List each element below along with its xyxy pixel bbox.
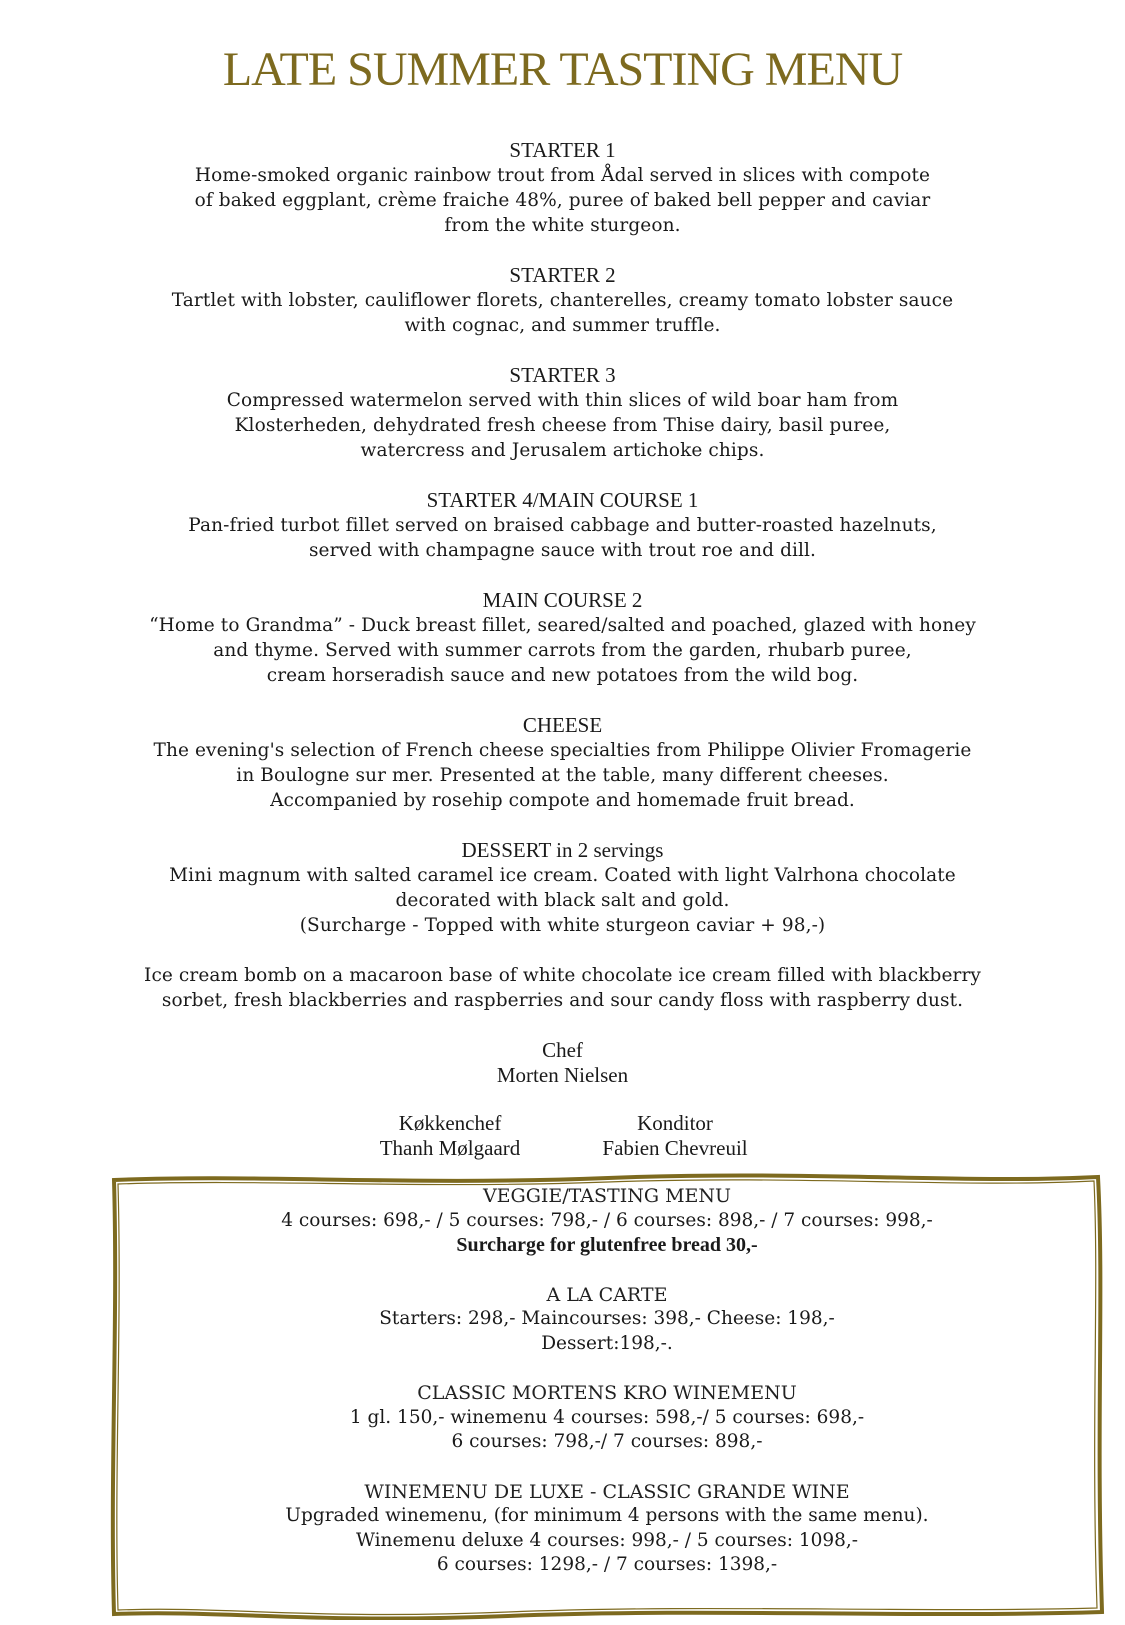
- course-heading: MAIN COURSE 2: [482, 588, 643, 612]
- course-description: Compressed watermelon served with thin slices of wild boar ham from: [226, 390, 899, 411]
- course-description: watercress and Jerusalem artichoke chips.: [360, 440, 765, 461]
- price-heading-alacarte: A LA CARTE: [546, 1283, 668, 1306]
- price-line: Winemenu deluxe 4 courses: 998,- / 5 courses: 1098,-: [355, 1529, 859, 1551]
- course-heading: CHEESE: [522, 713, 603, 737]
- course-heading: STARTER 1: [509, 138, 616, 162]
- chef-name: Morten Nielsen: [496, 1063, 629, 1087]
- course-cheese: [0, 713, 1125, 813]
- menu-title: LATE SUMMER TASTING MENU: [222, 43, 903, 96]
- price-content: [108, 1184, 1106, 1578]
- price-line: 4 courses: 698,- / 5 courses: 798,- / 6 courses: 898,- / 7 courses: 998,-: [281, 1209, 933, 1231]
- dessert-description: decorated with black salt and gold.: [395, 890, 730, 911]
- course-heading: STARTER 3: [509, 363, 616, 387]
- chef-signature: [0, 1038, 1125, 1161]
- staff-kitchen-chef: [368, 1111, 533, 1161]
- course-starter-3: [0, 363, 1125, 463]
- course-description: cream horseradish sauce and new potatoes from the wild bog.: [266, 665, 859, 686]
- course-description: of baked eggplant, crème fraiche 48%, puree of baked bell pepper and caviar: [194, 190, 931, 211]
- dessert-description: Mini magnum with salted caramel ice cream. Coated with light Valrhona chocolate: [169, 865, 956, 886]
- price-heading-veggie: VEGGIE/TASTING MENU: [482, 1185, 732, 1207]
- staff-pastry-chef: [593, 1111, 758, 1161]
- dessert-description: Ice cream bomb on a macaroon base of white chocolate ice cream filled with blackberry: [144, 965, 981, 986]
- glutenfree-surcharge: Surcharge for glutenfree bread 30,-: [456, 1234, 758, 1256]
- price-line: 6 courses: 798,-/ 7 courses: 898,-: [451, 1431, 763, 1452]
- course-description: Pan-fried turbot fillet served on braised cabbage and butter-roasted hazelnuts,: [188, 515, 937, 536]
- course-description: Home-smoked organic rainbow trout from Ådal served in slices with compote: [194, 165, 931, 186]
- course-description: served with champagne sauce with trout roe and dill.: [308, 540, 817, 561]
- price-box: [108, 1172, 1106, 1620]
- staff-row: [0, 1111, 1125, 1161]
- course-description: The evening's selection of French cheese specialties from Philippe Olivier Fromagerie: [153, 740, 972, 761]
- course-description: Tartlet with lobster, cauliflower florets, chanterelles, creamy tomato lobster sauce: [171, 290, 954, 311]
- course-main-2: [0, 588, 1125, 688]
- course-heading: DESSERT in 2 servings: [461, 838, 664, 862]
- course-heading: STARTER 4/MAIN COURSE 1: [426, 488, 699, 512]
- price-line: 1 gl. 150,- winemenu 4 courses: 598,-/ 5 courses: 698,-: [349, 1406, 865, 1428]
- course-description: “Home to Grandma” - Duck breast fillet, seared/salted and poached, glazed with honey: [149, 615, 976, 636]
- course-description: in Boulogne sur mer. Presented at the table, many different cheeses.: [236, 765, 889, 786]
- price-line: Upgraded winemenu, (for minimum 4 persons with the same menu).: [285, 1505, 929, 1526]
- price-line: 6 courses: 1298,- / 7 courses: 1398,-: [436, 1554, 778, 1575]
- course-description: and thyme. Served with summer carrots from the garden, rhubarb puree,: [213, 640, 912, 661]
- dessert-surcharge: (Surcharge - Topped with white sturgeon caviar + 98,-): [299, 915, 826, 936]
- chef-role: Chef: [542, 1038, 583, 1062]
- staff-role: Konditor: [637, 1111, 713, 1135]
- staff-name: Thanh Mølgaard: [379, 1136, 521, 1160]
- price-heading-deluxe-wine: WINEMENU DE LUXE - CLASSIC GRANDE WINE: [364, 1480, 850, 1503]
- course-description: Klosterheden, dehydrated fresh cheese from Thise dairy, basil puree,: [234, 415, 891, 436]
- price-line: Starters: 298,- Maincourses: 398,- Cheese: 198,-: [379, 1308, 835, 1329]
- course-heading: STARTER 2: [509, 263, 616, 287]
- course-description: with cognac, and summer truffle.: [404, 315, 721, 336]
- course-starter-4-main-1: [0, 488, 1125, 563]
- staff-name: Fabien Chevreuil: [602, 1136, 748, 1160]
- staff-role: Køkkenchef: [398, 1111, 502, 1135]
- course-list: [0, 138, 1125, 1161]
- course-starter-1: [0, 138, 1125, 238]
- course-starter-2: [0, 263, 1125, 338]
- price-heading-classic-wine: CLASSIC MORTENS KRO WINEMENU: [417, 1382, 797, 1404]
- course-description: from the white sturgeon.: [444, 215, 681, 236]
- price-line: Dessert:198,-.: [541, 1332, 673, 1354]
- dessert-description: sorbet, fresh blackberries and raspberries and sour candy floss with raspberry dust.: [161, 990, 964, 1011]
- course-description: Accompanied by rosehip compote and homemade fruit bread.: [270, 790, 855, 811]
- course-dessert: [0, 838, 1125, 1013]
